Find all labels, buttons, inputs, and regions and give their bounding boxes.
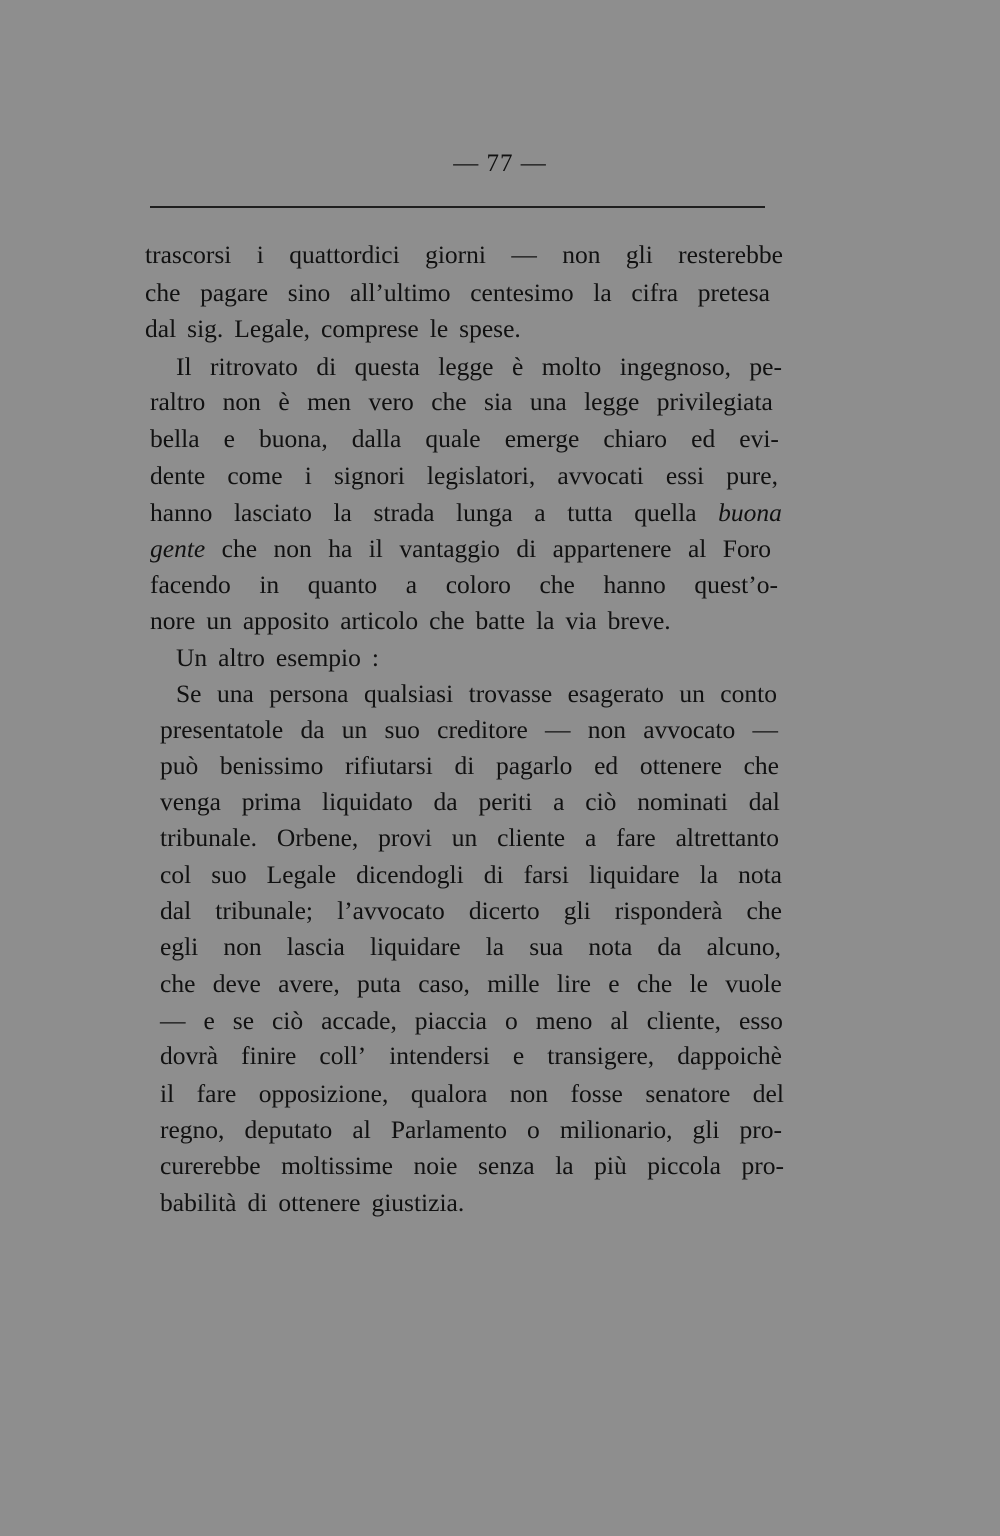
- text-line: [160, 894, 782, 928]
- word: può: [160, 751, 199, 780]
- text-line: [160, 785, 780, 819]
- word: signori: [333, 461, 405, 490]
- word: che: [539, 570, 575, 599]
- word: dal: [145, 314, 177, 343]
- text-line: [176, 641, 390, 675]
- word: dalla: [351, 424, 402, 453]
- word: a: [584, 823, 597, 852]
- word: —: [545, 715, 571, 744]
- word: essi: [665, 461, 705, 490]
- word: un: [451, 823, 478, 852]
- word: legislatori,: [426, 461, 536, 490]
- word: vuole: [725, 969, 782, 998]
- word: sia: [484, 387, 513, 416]
- word: mille: [487, 969, 540, 998]
- word: l’avvocato: [337, 896, 445, 925]
- word: all’ultimo: [349, 278, 451, 307]
- word: nominati: [637, 787, 728, 816]
- word: deve: [212, 969, 261, 998]
- word: non: [223, 932, 262, 961]
- word: o: [504, 1006, 518, 1035]
- word: di: [247, 1188, 268, 1217]
- word: provi: [378, 823, 432, 852]
- word: rifiutarsi: [344, 751, 433, 780]
- text-line: [160, 1004, 783, 1038]
- word: quattordici: [289, 240, 400, 269]
- word: evi-: [739, 424, 779, 453]
- word: una: [216, 679, 254, 708]
- text-line: [160, 930, 781, 964]
- word: ha: [328, 534, 353, 563]
- word: la: [699, 860, 719, 889]
- word: al: [352, 1115, 371, 1144]
- word: persona: [269, 679, 349, 708]
- word: avvocato: [643, 715, 736, 744]
- word: —: [752, 715, 778, 744]
- word: benissimo: [219, 751, 324, 780]
- text-line: [150, 496, 782, 530]
- word: quest’o-: [694, 570, 778, 599]
- word: dicendogli: [356, 860, 464, 889]
- word: cliente,: [646, 1006, 722, 1035]
- word: dicerto: [468, 896, 540, 925]
- word: pagare: [200, 278, 269, 307]
- word: ottenere: [278, 1188, 361, 1217]
- word: di: [454, 751, 475, 780]
- word: un: [341, 715, 368, 744]
- word: —: [160, 1006, 186, 1035]
- word: nota: [588, 932, 633, 961]
- word: transigere,: [547, 1041, 655, 1070]
- word: curerebbe: [160, 1151, 261, 1180]
- word: nota: [738, 860, 782, 889]
- word: il: [368, 534, 383, 563]
- word: milionario,: [559, 1115, 673, 1144]
- word: da: [433, 787, 458, 816]
- word: batte: [475, 606, 526, 635]
- word: men: [307, 387, 352, 416]
- word: venga: [160, 787, 221, 816]
- word: articolo: [340, 606, 419, 635]
- word: bella: [150, 424, 200, 453]
- text-line: [150, 459, 778, 493]
- word: fosse: [570, 1079, 623, 1108]
- text-line: [160, 713, 778, 747]
- word: che: [636, 969, 673, 998]
- word: che: [160, 969, 196, 998]
- word: buona,: [259, 424, 328, 453]
- word: raltro: [150, 387, 206, 416]
- word: intendersi: [389, 1041, 490, 1070]
- word: la: [593, 278, 612, 307]
- word: apposito: [242, 606, 330, 635]
- text-line: [150, 385, 773, 419]
- text-line: [160, 821, 779, 855]
- word: tribunale;: [215, 896, 313, 925]
- word: il: [160, 1079, 175, 1108]
- text-line: [160, 1149, 784, 1183]
- word: quella: [634, 498, 697, 527]
- word: senza: [478, 1151, 535, 1180]
- word: dente: [150, 461, 206, 490]
- word: se: [232, 1006, 255, 1035]
- word: che: [743, 751, 779, 780]
- word: un: [679, 679, 705, 708]
- word: presentatole: [160, 715, 284, 744]
- word: è: [511, 352, 524, 381]
- word: pretesa: [697, 278, 770, 307]
- word: deputato: [244, 1115, 333, 1144]
- word: da: [657, 932, 682, 961]
- word: che: [429, 606, 465, 635]
- word: senatore: [645, 1079, 731, 1108]
- word: al: [687, 534, 707, 563]
- word: la: [333, 498, 352, 527]
- word: non: [562, 240, 601, 269]
- word: avvocati: [557, 461, 644, 490]
- header-rule: [150, 206, 765, 208]
- word: le: [689, 969, 708, 998]
- word: ritrovato: [210, 352, 298, 381]
- text-line: [145, 276, 770, 310]
- word: nore: [150, 606, 196, 635]
- word: alcuno,: [706, 932, 781, 961]
- word: via: [565, 606, 597, 635]
- word: cliente: [497, 823, 566, 852]
- word: fare: [616, 823, 656, 852]
- word: a: [553, 787, 565, 816]
- word: tribunale.: [160, 823, 258, 852]
- word: di: [316, 352, 337, 381]
- word: di: [483, 860, 504, 889]
- word: ed: [691, 424, 716, 453]
- text-line: [160, 1113, 782, 1147]
- word: vantaggio: [399, 534, 500, 563]
- word: babilità: [160, 1188, 237, 1217]
- word: che: [746, 896, 782, 925]
- word: creditore: [437, 715, 528, 744]
- word: lire: [556, 969, 591, 998]
- word: gli: [625, 240, 653, 269]
- word: esagerato: [567, 679, 664, 708]
- word: sig.: [187, 314, 224, 343]
- word: emerge: [504, 424, 580, 453]
- word: gli: [563, 896, 591, 925]
- word: puta: [357, 969, 401, 998]
- word: qualsiasi: [363, 679, 454, 708]
- word: a: [405, 570, 418, 599]
- word: e: [203, 1006, 215, 1035]
- word: non: [587, 715, 626, 744]
- word: a: [534, 498, 546, 527]
- word: non: [273, 534, 312, 563]
- word: gli: [692, 1115, 720, 1144]
- word: molto: [541, 352, 602, 381]
- word: sua: [529, 932, 564, 961]
- word: piccola: [647, 1151, 721, 1180]
- word: ottenere: [639, 751, 722, 780]
- word: del: [752, 1079, 784, 1108]
- word: altrettanto: [675, 823, 779, 852]
- text-line: [160, 1186, 475, 1220]
- word: Foro: [722, 534, 771, 563]
- word: ingegnoso,: [619, 352, 731, 381]
- word: trascorsi: [145, 240, 232, 269]
- word: o: [527, 1115, 540, 1144]
- word: fare: [196, 1079, 237, 1108]
- word: lascia: [286, 932, 345, 961]
- word: regno,: [160, 1115, 225, 1144]
- word: risponderà: [614, 896, 723, 925]
- word: col: [160, 860, 192, 889]
- word: strada: [373, 498, 435, 527]
- word: finire: [241, 1041, 297, 1070]
- word: pagarlo: [495, 751, 573, 780]
- word: Parlamento: [390, 1115, 507, 1144]
- word: coll’: [319, 1041, 367, 1070]
- word: —: [511, 240, 537, 269]
- word: meno: [535, 1006, 593, 1035]
- word: piaccia: [414, 1006, 487, 1035]
- word: la: [485, 932, 505, 961]
- word: giustizia.: [371, 1188, 465, 1217]
- text-line: [150, 568, 778, 602]
- word: noie: [413, 1151, 458, 1180]
- word: pure,: [726, 461, 778, 490]
- word: prima: [241, 787, 302, 816]
- word: le: [429, 314, 449, 343]
- word: che: [221, 534, 258, 563]
- word: che: [145, 278, 181, 307]
- word: più: [594, 1151, 627, 1180]
- word: da: [300, 715, 325, 744]
- word: vero: [368, 387, 414, 416]
- word: facendo: [150, 570, 231, 599]
- text-line: [160, 749, 779, 783]
- word: e: [608, 969, 620, 998]
- word: Legale: [266, 860, 337, 889]
- word: legge: [438, 352, 494, 381]
- word: Il: [176, 352, 192, 381]
- word: periti: [478, 787, 533, 816]
- word: i: [256, 240, 264, 269]
- word: farsi: [523, 860, 569, 889]
- word: dal: [160, 896, 192, 925]
- word: gente: [150, 534, 206, 563]
- word: come: [227, 461, 283, 490]
- text-line: [150, 422, 779, 456]
- word: liquidare: [369, 932, 461, 961]
- word: la: [536, 606, 555, 635]
- word: hanno: [603, 570, 666, 599]
- word: resterebbe: [678, 240, 783, 269]
- word: dal: [748, 787, 780, 816]
- word: non: [509, 1079, 548, 1108]
- word: lunga: [456, 498, 513, 527]
- word: quanto: [307, 570, 378, 599]
- word: ed: [594, 751, 619, 780]
- word: e: [223, 424, 235, 453]
- word: qualora: [410, 1079, 488, 1108]
- word: buona: [718, 498, 782, 527]
- word: privilegiata: [656, 387, 773, 416]
- word: e: [512, 1041, 525, 1070]
- word: sino: [287, 278, 331, 307]
- word: una: [529, 387, 567, 416]
- text-line: [150, 532, 771, 566]
- word: al: [610, 1006, 629, 1035]
- word: comprese: [321, 314, 419, 343]
- word: liquidare: [588, 860, 680, 889]
- word: non: [222, 387, 261, 416]
- word: quale: [425, 424, 481, 453]
- word: egli: [160, 932, 199, 961]
- word: legge: [584, 387, 640, 416]
- word: cifra: [631, 278, 679, 307]
- word: hanno: [150, 498, 213, 527]
- word: moltissime: [281, 1151, 393, 1180]
- word: i: [304, 461, 312, 490]
- word: Orbene,: [276, 823, 359, 852]
- word: in: [259, 570, 280, 599]
- word: :: [371, 643, 379, 672]
- word: esso: [739, 1006, 783, 1035]
- word: spese.: [459, 314, 521, 343]
- word: conto: [720, 679, 777, 708]
- text-line: [160, 858, 782, 892]
- word: pro-: [741, 1151, 784, 1180]
- word: un: [206, 606, 232, 635]
- word: pe-: [749, 352, 782, 381]
- word: avere,: [278, 969, 340, 998]
- word: breve.: [607, 606, 671, 635]
- text-line: [160, 967, 782, 1001]
- word: opposizione,: [258, 1079, 389, 1108]
- text-line: [176, 677, 777, 711]
- text-line: [150, 604, 682, 638]
- word: suo: [211, 860, 247, 889]
- word: Legale,: [234, 314, 311, 343]
- word: tutta: [567, 498, 613, 527]
- word: accade,: [321, 1006, 397, 1035]
- page-number: — 77 —: [453, 150, 547, 177]
- text-line: [145, 238, 783, 272]
- word: coloro: [445, 570, 511, 599]
- word: chiaro: [603, 424, 668, 453]
- word: caso,: [418, 969, 470, 998]
- word: di: [516, 534, 537, 563]
- word: pro-: [739, 1115, 782, 1144]
- word: trovasse: [468, 679, 553, 708]
- word: suo: [384, 715, 420, 744]
- word: ciò: [585, 787, 617, 816]
- word: centesimo: [470, 278, 574, 307]
- word: che: [431, 387, 467, 416]
- word: Se: [176, 679, 202, 708]
- word: appartenere: [552, 534, 672, 563]
- text-line: [176, 350, 782, 384]
- text-line: [145, 312, 532, 346]
- word: è: [278, 387, 290, 416]
- word: dappoichè: [677, 1041, 782, 1070]
- word: Un: [176, 643, 208, 672]
- word: liquidato: [322, 787, 413, 816]
- text-line: [160, 1077, 784, 1111]
- word: questa: [354, 352, 420, 381]
- word: ciò: [271, 1006, 304, 1035]
- word: altro: [218, 643, 265, 672]
- word: giorni: [425, 240, 486, 269]
- word: dovrà: [160, 1041, 219, 1070]
- word: lasciato: [233, 498, 312, 527]
- word: esempio: [275, 643, 361, 672]
- word: la: [555, 1151, 574, 1180]
- text-line: [160, 1039, 782, 1073]
